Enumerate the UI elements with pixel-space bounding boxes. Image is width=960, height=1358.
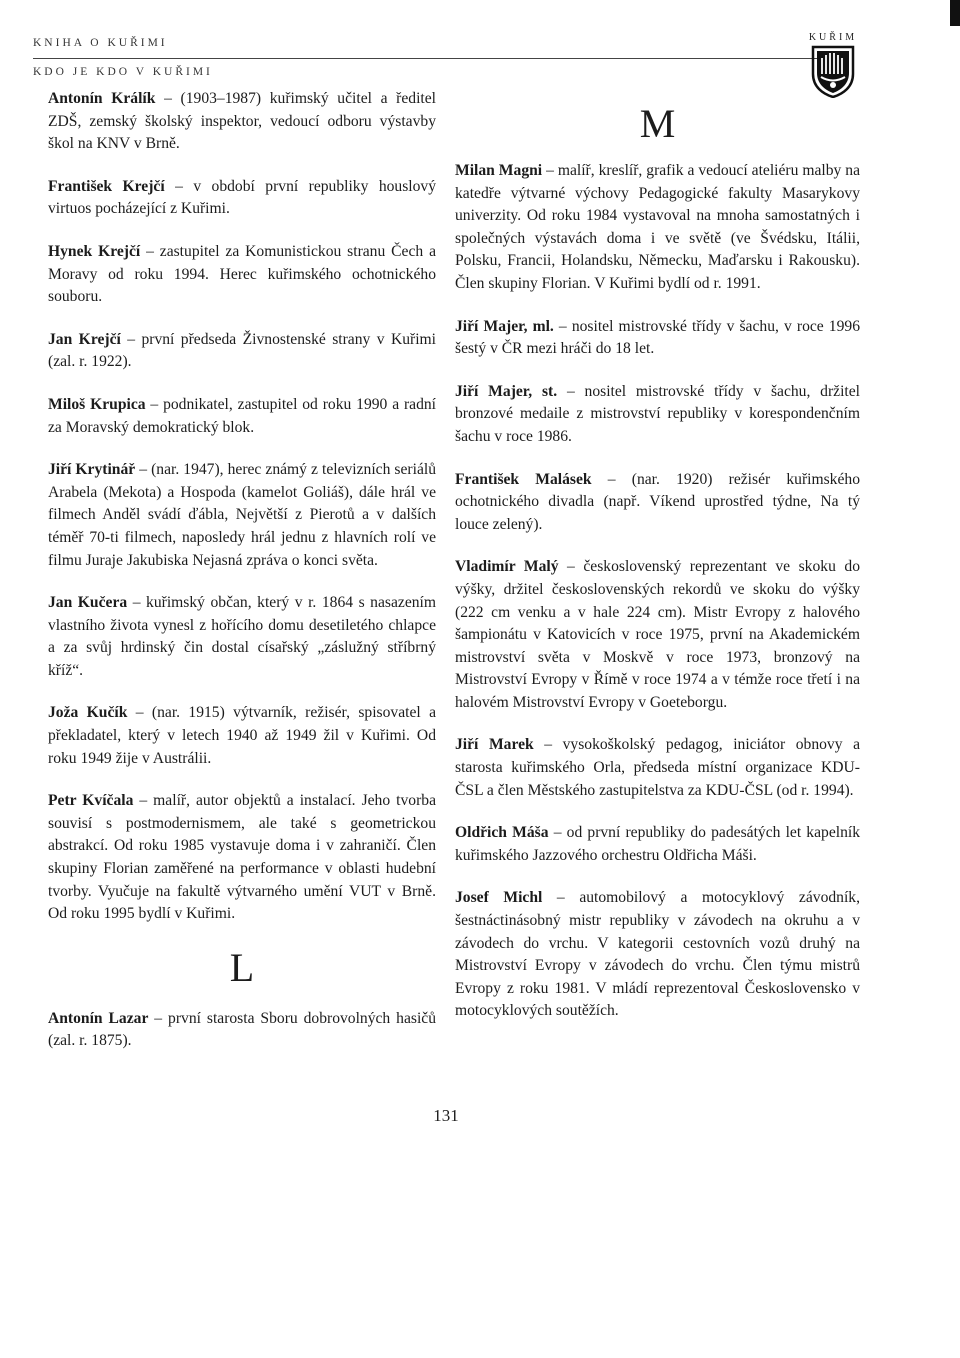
entry-text: – československý reprezentant ve skoku do výšky, držitel československých rekordů ve skoku do výšky (222 cm venku a v hale 224 cm). Mistr Evropy z halového šampionátu v Katovicích v roce 1975, první na Akademickém mistrovství světa v Moskvě v roce 1973, bronzový na Mistrovství Evropy v Římě v roce 1974 a v témže roce třetí i na halovém Mistrovství Evropy v Goeteborgu. — [455, 558, 860, 711]
entry-text: – nositel mistrovské třídy v šachu, v roce 1996 šestý v ČR mezi hráči do 18 let. — [455, 317, 860, 358]
page-number: 131 — [433, 1106, 459, 1125]
entry — [455, 469, 860, 537]
entry-name: Joža Kučík — [48, 704, 128, 722]
entry-text: – (nar. 1947), herec známý z televizních seriálů Arabela (Mekota) a Hospoda (kamelot Goliáš), dále hrál ve filmech Anděl svádí ďábla, Největší z Pierotů a v dalších téměř 70-ti filmech, naposledy hrál jednu z hlavních rolí ve filmu Juraje Jakubiska Nejasná zpráva o konci světa. — [48, 461, 436, 569]
entry — [455, 556, 860, 714]
entry-name: František Krejčí — [48, 177, 165, 195]
book-title: KNIHA O KUŘIMI — [33, 37, 168, 49]
entry-text: – malíř, kreslíř, grafik a vedoucí ateliéru malby na katedře výtvarné výchovy Pedagogické fakulty Masarykovy univerzity. Od roku 1984 vystavoval na mnoha samostatných i společných výstavách doma i ve světě (ve Švédsku, Itálii, Polsku, Francii, Holandsku, Německu, Maďarsku i Rakousku). Člen skupiny Florian. V Kuřimi bydlí od r. 1991. — [455, 162, 860, 292]
entry — [455, 316, 860, 361]
entry — [48, 459, 436, 572]
entry-name: Oldřich Máša — [455, 824, 549, 842]
entry-name: Jiří Krytinář — [48, 461, 136, 479]
entry-name: Jan Krejčí — [48, 330, 121, 348]
entry-name: Milan Magni — [455, 162, 543, 179]
entry-name: Jiří Marek — [455, 736, 534, 754]
entry-text: – (1903–1987) kuřimský učitel a ředitel ZDŠ, zemský školský inspektor, vedoucí odboru výstavby škol na KNV v Brně. — [48, 90, 436, 153]
scan-corner-mark — [950, 0, 960, 26]
entry — [48, 592, 436, 682]
entry-text: – vysokoškolský pedagog, iniciátor obnovy a starosta kuřimského Orla, předseda místní organizace KDU-ČSL a člen Městského zastupitelstva za KDU-ČSL (od r. 1994). — [455, 736, 860, 799]
section-letter-l: L — [229, 944, 255, 990]
right-column — [455, 160, 860, 1043]
coat-of-arms-icon — [810, 44, 856, 98]
entry-text: – první starosta Sboru dobrovolných hasičů (zal. r. 1875). — [48, 1009, 436, 1050]
entry — [48, 1008, 436, 1053]
entry-name: Vladimír Malý — [455, 558, 559, 576]
entry — [455, 822, 860, 867]
entry — [48, 329, 436, 374]
town-logo — [806, 32, 860, 98]
entry-name: Antonín Lazar — [48, 1009, 149, 1027]
entry-text: – automobilový a motocyklový závodník, šestnáctinásobný mistr republiky v závodech na okruhu a v závodech do vrchu. V kategorii cestovních vozů druhý na Mistrovství Evropy v závodech do vrchu. Člen týmu mistrů Evropy z roku 1981. V mládí reprezentoval Československo v motocyklových soutěžích. — [455, 889, 860, 1020]
entry-text: – kuřimský občan, který v r. 1864 s nasazením vlastního života vynesl z hořícího domu desetiletého chlapce a za svůj hrdinský čin dostal císařský „záslužný stříbrný kříž“. — [48, 594, 436, 679]
entry-text: – od první republiky do padesátých let kapelník kuřimského Jazzového orchestru Oldřicha Máši. — [455, 824, 861, 864]
entry — [48, 702, 436, 770]
entry — [455, 381, 860, 449]
chapter-title: KDO JE KDO V KUŘIMI — [33, 66, 213, 78]
entry — [455, 160, 860, 296]
entry-text: – malíř, autor objektů a instalací. Jeho tvorba souvisí s postmodernismem, ale také s geometrickou abstrakcí. Od roku 1985 vystavuje doma i v zahraničí. Člen skupiny Florian zaměřené na performance v oblasti hudební tvorby. Vyučuje na fakultě výtvarného umění VUT v Brně. Od roku 1995 bydlí v Kuřimi. — [48, 792, 436, 923]
entry-text: – (nar. 1915) výtvarník, režisér, spisovatel a překladatel, který v letech 1940 až 1949 žil v Kuřimi. Od roku 1949 žije v Austrálii. — [48, 704, 436, 767]
running-header — [33, 36, 800, 80]
entry-text: – první předseda Živnostenské strany v Kuřimi (zal. r. 1922). — [48, 330, 436, 371]
entry-name: Hynek Krejčí — [48, 242, 141, 260]
entry-text: – podnikatel, zastupitel od roku 1990 a radní za Moravský demokratický blok. — [48, 395, 437, 436]
entry-name: František Malásek — [455, 470, 592, 488]
entry-text: – v období první republiky houslový virtuos pocházející z Kuřimi. — [48, 177, 436, 218]
entry-text: – zastupitel za Komunistickou stranu Čech a Moravy od roku 1994. Herec kuřimského ochotnického souboru. — [48, 242, 436, 306]
entry — [48, 790, 436, 926]
section-letter-m: M — [639, 101, 676, 146]
left-column — [48, 88, 436, 1073]
entry — [455, 887, 860, 1023]
entry-text: – (nar. 1920) režisér kuřimského ochotnického divadla (např. Víkend uprostřed týdne, Na tý louce zelený). — [455, 470, 860, 533]
entry — [48, 176, 436, 221]
entry-name: Miloš Krupica — [48, 395, 146, 413]
header-rule — [33, 58, 819, 59]
entry-name: Josef Michl — [455, 889, 543, 907]
entry — [48, 394, 436, 439]
entry-name: Jiří Majer, ml. — [455, 317, 554, 335]
entry-name: Petr Kvíčala — [48, 792, 134, 810]
entry-name: Antonín Králík — [48, 90, 156, 107]
entry-text: – nositel mistrovské třídy v šachu, držitel bronzové medaile z mistrovství republiky v korespondenčním šachu v roce 1986. — [455, 382, 860, 445]
entry-name: Jan Kučera — [48, 594, 128, 612]
entry — [48, 88, 436, 156]
entry — [455, 734, 860, 802]
entry-name: Jiří Majer, st. — [455, 382, 558, 400]
entry — [48, 241, 436, 309]
logo-text: KUŘIM — [808, 32, 858, 43]
